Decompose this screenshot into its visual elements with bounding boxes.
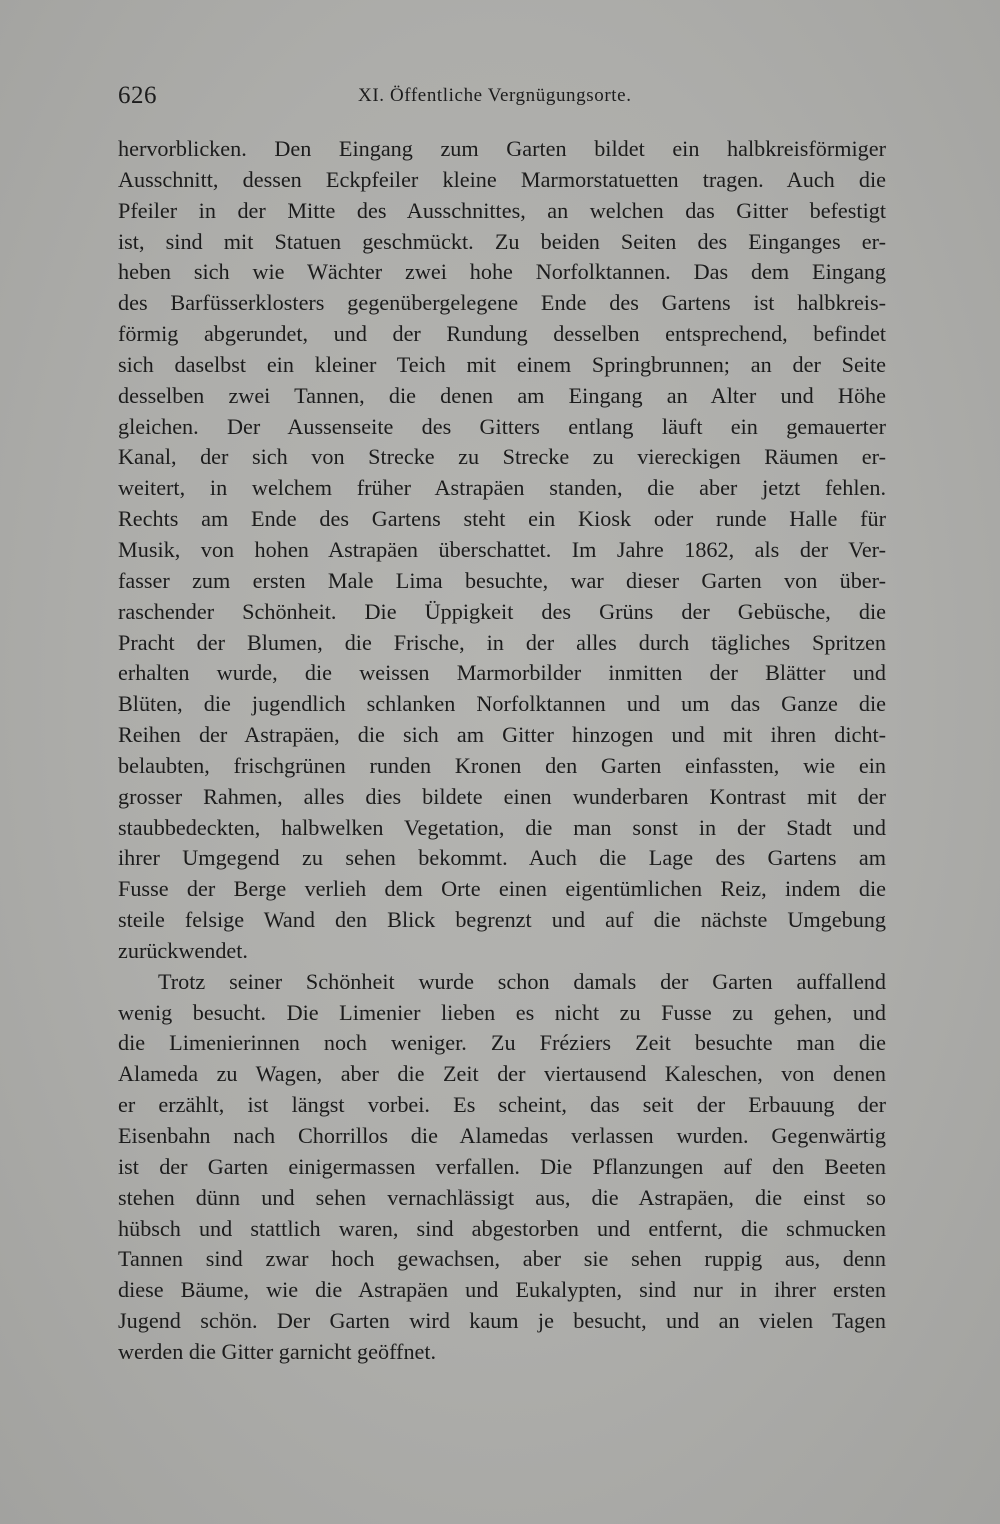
body-text: [118, 134, 886, 1368]
text-line: fasser zum ersten Male Lima besuchte, war dieser Garten von über-: [118, 567, 886, 593]
text-line: heben sich wie Wächter zwei hohe Norfolktannen. Das dem Eingang: [118, 259, 886, 285]
text-line: ist der Garten einigermassen verfallen. Die Pflanzungen auf den Beeten: [118, 1153, 886, 1179]
text-line: Rechts am Ende des Gartens steht ein Kiosk oder runde Halle für: [118, 506, 886, 532]
text-line: er erzählt, ist längst vorbei. Es scheint, das seit der Erbauung der: [118, 1092, 886, 1118]
text-line: förmig abgerundet, und der Rundung desselben entsprechend, befindet: [118, 321, 886, 347]
text-line: hübsch und stattlich waren, sind abgestorben und entfernt, die schmucken: [118, 1215, 886, 1241]
text-line: staubbedeckten, halbwelken Vegetation, die man sonst in der Stadt und: [118, 814, 886, 840]
text-line: weitert, in welchem früher Astrapäen standen, die aber jetzt fehlen.: [118, 475, 886, 501]
text-line: Kanal, der sich von Strecke zu Strecke zu viereckigen Räumen er-: [118, 444, 886, 470]
text-line: steile felsige Wand den Blick begrenzt und auf die nächste Umgebung: [118, 907, 886, 933]
text-line: Pracht der Blumen, die Frische, in der alles durch tägliches Spritzen: [118, 629, 886, 655]
text-line: zurückwendet.: [118, 937, 248, 963]
text-line: Alameda zu Wagen, aber die Zeit der viertausend Kaleschen, von denen: [118, 1061, 886, 1087]
text-line: werden die Gitter garnicht geöffnet.: [118, 1338, 437, 1364]
text-line: gleichen. Der Aussenseite des Gitters entlang läuft ein gemauerter: [118, 413, 886, 439]
text-line: grosser Rahmen, alles dies bildete einen wunderbaren Kontrast mit der: [118, 783, 886, 809]
text-line: belaubten, frischgrünen runden Kronen den Garten einfassten, wie ein: [118, 752, 886, 778]
text-line: Musik, von hohen Astrapäen überschattet. Im Jahre 1862, als der Ver-: [118, 536, 886, 562]
text-line: ist, sind mit Statuen geschmückt. Zu beiden Seiten des Einganges er-: [118, 228, 886, 254]
text-line: Reihen der Astrapäen, die sich am Gitter hinzogen und mit ihren dicht-: [118, 722, 886, 748]
text-line: Jugend schön. Der Garten wird kaum je besucht, und an vielen Tagen: [118, 1308, 886, 1334]
page-header: [118, 82, 898, 116]
text-line: sich daselbst ein kleiner Teich mit einem Springbrunnen; an der Seite: [118, 351, 886, 377]
running-title: XI. Öffentliche Vergnügungsorte.: [358, 85, 632, 106]
text-line: Trotz seiner Schönheit wurde schon damals der Garten auffallend: [158, 968, 886, 994]
text-line: wenig besucht. Die Limenier lieben es nicht zu Fusse zu gehen, und: [118, 999, 886, 1025]
text-line: Pfeiler in der Mitte des Ausschnittes, an welchen das Gitter befestigt: [118, 197, 886, 223]
text-line: desselben zwei Tannen, die denen am Eingang an Alter und Höhe: [118, 382, 886, 408]
text-line: diese Bäume, wie die Astrapäen und Eukalypten, sind nur in ihrer ersten: [118, 1277, 886, 1303]
text-line: hervorblicken. Den Eingang zum Garten bildet ein halbkreisförmiger: [118, 136, 886, 161]
text-line: die Limenierinnen noch weniger. Zu Fréziers Zeit besuchte man die: [118, 1030, 886, 1056]
text-line: erhalten wurde, die weissen Marmorbilder inmitten der Blätter und: [118, 660, 886, 686]
text-line: raschender Schönheit. Die Üppigkeit des Grüns der Gebüsche, die: [118, 598, 886, 624]
text-line: stehen dünn und sehen vernachlässigt aus, die Astrapäen, die einst so: [118, 1184, 886, 1210]
text-line: ihrer Umgegend zu sehen bekommt. Auch die Lage des Gartens am: [118, 845, 886, 871]
text-line: Blüten, die jugendlich schlanken Norfolktannen und um das Ganze die: [118, 691, 886, 717]
text-line: Tannen sind zwar hoch gewachsen, aber sie sehen ruppig aus, denn: [118, 1246, 886, 1272]
text-line: Eisenbahn nach Chorrillos die Alamedas verlassen wurden. Gegenwärtig: [118, 1123, 886, 1148]
text-line: Fusse der Berge verlieh dem Orte einen eigentümlichen Reiz, indem die: [118, 876, 886, 902]
page-number: 626: [118, 82, 157, 109]
text-line: des Barfüsserklosters gegenübergelegene Ende des Gartens ist halbkreis-: [118, 290, 886, 316]
text-line: Ausschnitt, dessen Eckpfeiler kleine Marmorstatuetten tragen. Auch die: [118, 166, 886, 192]
